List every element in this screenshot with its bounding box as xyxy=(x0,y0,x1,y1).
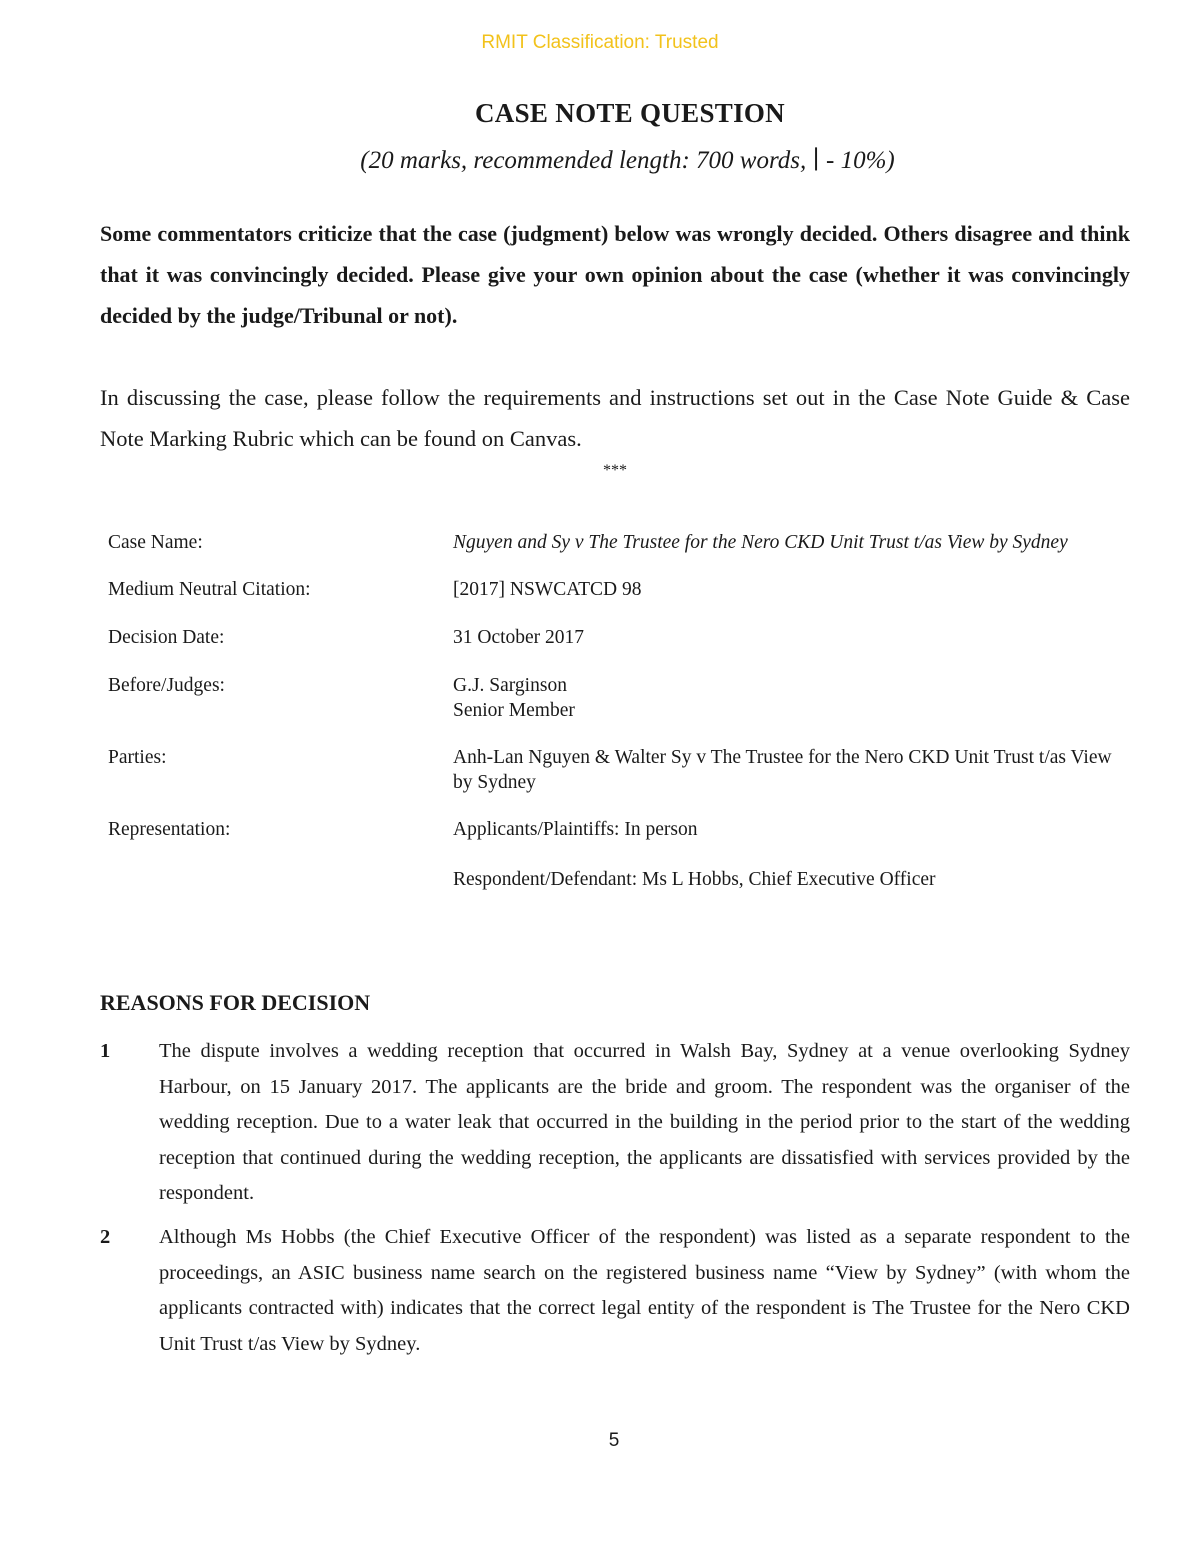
judges-row xyxy=(108,673,1118,745)
citation-row xyxy=(108,577,1118,625)
judge-name: G.J. Sarginson xyxy=(453,675,567,696)
respondent-representation-row xyxy=(108,867,1118,892)
instructions-text: In discussing the case, please follow the requirements and instructions set out in the Case Note Guide & Case Note Marking Rubric which can be found on Canvas. xyxy=(100,385,1130,451)
reasons-heading: REASONS FOR DECISION xyxy=(100,990,371,1015)
case-name-row xyxy=(108,530,1118,577)
marks-subtitle: (20 marks, recommended length: 700 words, ∣ - 10%) xyxy=(360,147,895,174)
judges-label: Before/Judges: xyxy=(108,675,225,696)
representation-label: Representation: xyxy=(108,819,231,840)
section-separator: *** xyxy=(603,462,627,479)
decision-date-label: Decision Date: xyxy=(108,627,225,648)
case-name-value: Nguyen and Sy v The Trustee for the Nero CKD Unit Trust t/as View by Sydney xyxy=(453,532,1068,553)
case-details-table xyxy=(108,530,1118,892)
reason-paragraph xyxy=(100,1220,1130,1362)
page-title: CASE NOTE QUESTION xyxy=(475,98,785,128)
applicants-representation: Applicants/Plaintiffs: In person xyxy=(453,819,698,840)
reason-paragraph xyxy=(100,1034,1130,1212)
parties-value: Anh-Lan Nguyen & Walter Sy v The Trustee for the Nero CKD Unit Trust t/as View by Sydney xyxy=(453,747,1112,793)
judge-title: Senior Member xyxy=(453,700,575,721)
parties-label: Parties: xyxy=(108,747,167,768)
decision-date-row xyxy=(108,625,1118,673)
paragraph-number: 1 xyxy=(100,1040,111,1062)
paragraph-number: 2 xyxy=(100,1226,111,1248)
representation-row xyxy=(108,817,1118,867)
parties-row xyxy=(108,745,1118,817)
case-name-label: Case Name: xyxy=(108,532,203,553)
page-number: 5 xyxy=(608,1430,620,1451)
decision-date-value: 31 October 2017 xyxy=(453,627,585,648)
question-text: Some commentators criticize that the case (judgment) below was wrongly decided. Others disagree and think that it was convincingly decided. Please give your own opinion about the case (whether it was convincingly decided by the judge/Tribunal or not). xyxy=(100,221,1130,328)
paragraph-text: Although Ms Hobbs (the Chief Executive Officer of the respondent) was listed as a separate respondent to the proceedings, an ASIC business name search on the registered business name “View by Sydney” (with whom the applicants contracted with) indicates that the correct legal entity of the respondent is The Trustee for the Nero CKD Unit Trust t/as View by Sydney. xyxy=(159,1226,1130,1355)
paragraph-text: The dispute involves a wedding reception that occurred in Walsh Bay, Sydney at a venue overlooking Sydney Harbour, on 15 January 2017. The applicants are the bride and groom. The respondent was the organiser of the wedding reception. Due to a water leak that occurred in the building in the period prior to the start of the wedding reception that continued during the wedding reception, the applicants are dissatisfied with services provided by the respondent. xyxy=(159,1040,1130,1204)
empty-label-cell xyxy=(108,867,453,892)
judges-value xyxy=(453,673,1118,745)
citation-label: Medium Neutral Citation: xyxy=(108,579,311,600)
citation-value: [2017] NSWCATCD 98 xyxy=(453,579,642,600)
classification-label: RMIT Classification: Trusted xyxy=(481,32,719,53)
respondent-representation: Respondent/Defendant: Ms L Hobbs, Chief Executive Officer xyxy=(453,869,936,890)
